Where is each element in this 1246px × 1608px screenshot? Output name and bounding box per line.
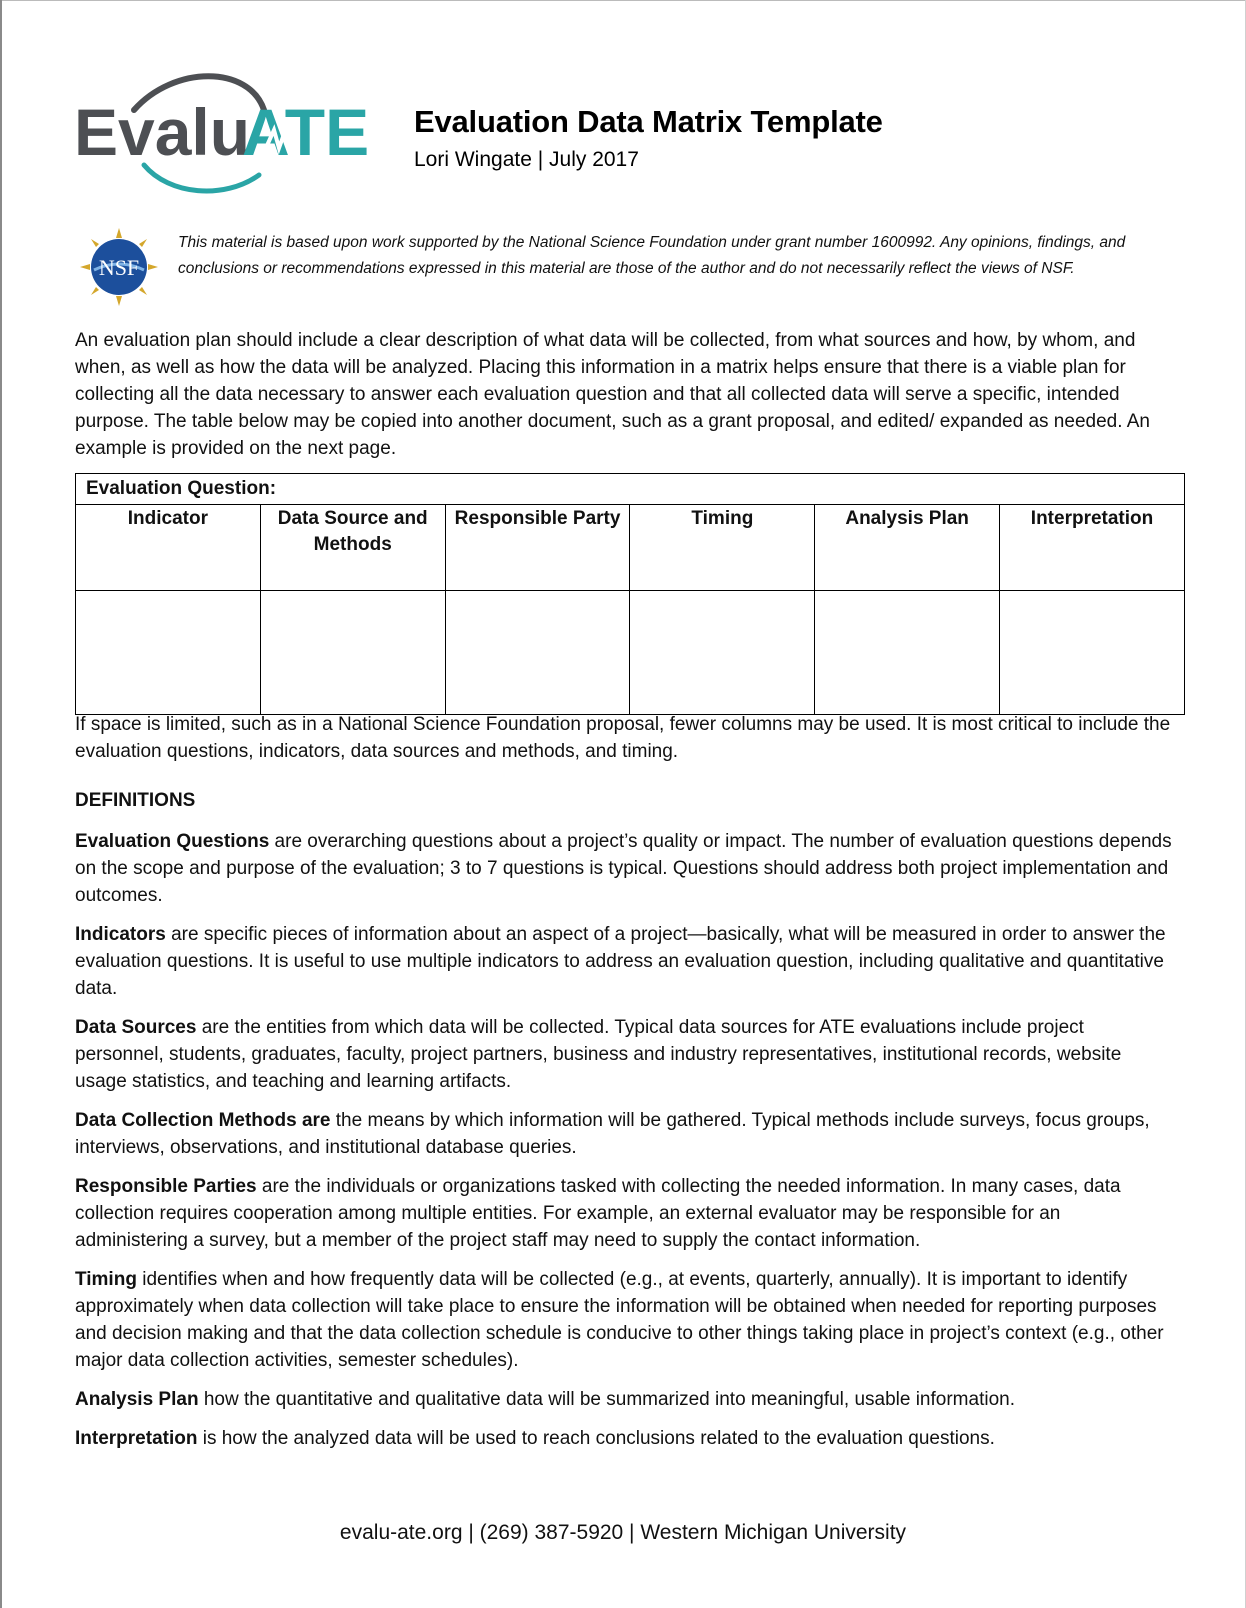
page-top-edge — [0, 0, 1246, 1]
definition-term: Analysis Plan — [75, 1389, 199, 1410]
matrix-data-row — [76, 591, 1185, 715]
definition-analysis-plan — [75, 1386, 1175, 1413]
definition-term: Timing — [75, 1269, 137, 1290]
definition-indicators — [75, 921, 1175, 1002]
column-header-interpretation: Interpretation — [1000, 505, 1185, 591]
nsf-seal-icon — [80, 228, 158, 306]
svg-text:Evalu: Evalu — [74, 95, 251, 169]
matrix-header-row — [76, 505, 1185, 591]
svg-text:ATE: ATE — [242, 95, 370, 169]
cell-interpretation[interactable] — [1000, 591, 1185, 715]
definition-term: Evaluation Questions — [75, 831, 270, 852]
definition-interpretation — [75, 1425, 1175, 1452]
definition-text: the means by which information will be gathered. Typical methods include surveys, focus groups, interviews, observations, and institutional database queries. — [75, 1110, 1150, 1158]
definition-timing — [75, 1266, 1175, 1374]
intro-paragraph: An evaluation plan should include a clear description of what data will be collected, from what sources and how, by whom, and when, as well as how the data will be analyzed. Placing this information in a matrix helps ensure that there is a viable plan for collecting all the data necessary to answer each evaluation question and that all collected data will serve a specific, intended purpose. The table below may be copied into another document, such as a grant proposal, and edited/ expanded as needed. An example is provided on the next page. — [75, 330, 1150, 459]
definition-text: are the entities from which data will be collected. Typical data sources for ATE evaluations include project personnel, students, graduates, faculty, project partners, business and industry representatives, institutional records, website usage statistics, and teaching and learning artifacts. — [75, 1017, 1122, 1092]
definition-data-sources — [75, 1014, 1175, 1095]
nsf-disclaimer: This material is based upon work supported by the National Science Foundation under grant number 1600992. Any opinions, findings, and conclusions or recommendations expressed in this material are those of the author and do not necessarily reflect the views of NSF. — [178, 234, 1126, 277]
definition-text: are specific pieces of information about an aspect of a project—basically, what will be measured in order to answer the evaluation questions. It is useful to use multiple indicators to address an evaluation question, including qualitative and quantitative data. — [75, 924, 1166, 999]
definitions-heading: DEFINITIONS — [75, 790, 196, 811]
column-header-indicator: Indicator — [76, 505, 261, 591]
column-header-responsible-party: Responsible Party — [445, 505, 630, 591]
nsf-acknowledgement — [80, 228, 1180, 308]
column-header-analysis-plan: Analysis Plan — [815, 505, 1000, 591]
definition-responsible-parties — [75, 1173, 1175, 1254]
definition-text: are overarching questions about a project’s quality or impact. The number of evaluation questions depends on the scope and purpose of the evaluation; 3 to 7 questions is typical. Questions should address both project implementation and outcomes. — [75, 831, 1172, 906]
evaluation-question-cell[interactable]: Evaluation Question: — [76, 474, 1185, 505]
definition-term: Interpretation — [75, 1428, 198, 1449]
cell-indicator[interactable] — [76, 591, 261, 715]
definition-term: Responsible Parties — [75, 1176, 257, 1197]
evaluation-data-matrix — [75, 473, 1185, 715]
cell-data-source-methods[interactable] — [260, 591, 445, 715]
definition-data-collection-methods — [75, 1107, 1175, 1161]
title-block — [414, 104, 883, 172]
cell-analysis-plan[interactable] — [815, 591, 1000, 715]
evaluate-logo — [74, 70, 374, 200]
definition-text: are the individuals or organizations tasked with collecting the needed information. In many cases, data collection requires cooperation among multiple entities. For example, an external evaluator may be responsible for an administering a survey, but a member of the project staff may need to supply the contact information. — [75, 1176, 1121, 1251]
definition-text: is how the analyzed data will be used to reach conclusions related to the evaluation questions. — [197, 1428, 995, 1449]
definition-text: identifies when and how frequently data will be collected (e.g., at events, quarterly, annually). It is important to identify approximately when data collection will take place to ensure the information will be obtained when needed for reporting purposes and decision making and that the data collection schedule is conducive to other things taking place in project’s context (e.g., other major data collection activities, semester schedules). — [75, 1269, 1164, 1371]
column-header-data-source-methods: Data Source and Methods — [260, 505, 445, 591]
definition-term: Data Collection Methods are — [75, 1110, 331, 1131]
definitions-list — [75, 828, 1175, 1464]
definition-term: Data Sources — [75, 1017, 197, 1038]
page-left-edge — [0, 0, 2, 1608]
document-subtitle: Lori Wingate | July 2017 — [414, 148, 639, 171]
definition-text: how the quantitative and qualitative data will be summarized into meaningful, usable information. — [198, 1389, 1015, 1410]
page-footer: evalu-ate.org | (269) 387-5920 | Western Michigan University — [339, 1521, 907, 1544]
evaluation-question-row — [76, 474, 1185, 505]
definition-term: Indicators — [75, 924, 166, 945]
column-header-timing: Timing — [630, 505, 815, 591]
document-title: Evaluation Data Matrix Template — [414, 104, 883, 139]
cell-timing[interactable] — [630, 591, 815, 715]
svg-text:NSF: NSF — [98, 255, 140, 280]
cell-responsible-party[interactable] — [445, 591, 630, 715]
document-header — [74, 70, 1174, 200]
space-limited-note: If space is limited, such as in a National Science Foundation proposal, fewer columns may be used. It is most critical to include the evaluation questions, indicators, data sources and methods, and timing. — [75, 714, 1171, 762]
definition-evaluation-questions — [75, 828, 1175, 909]
